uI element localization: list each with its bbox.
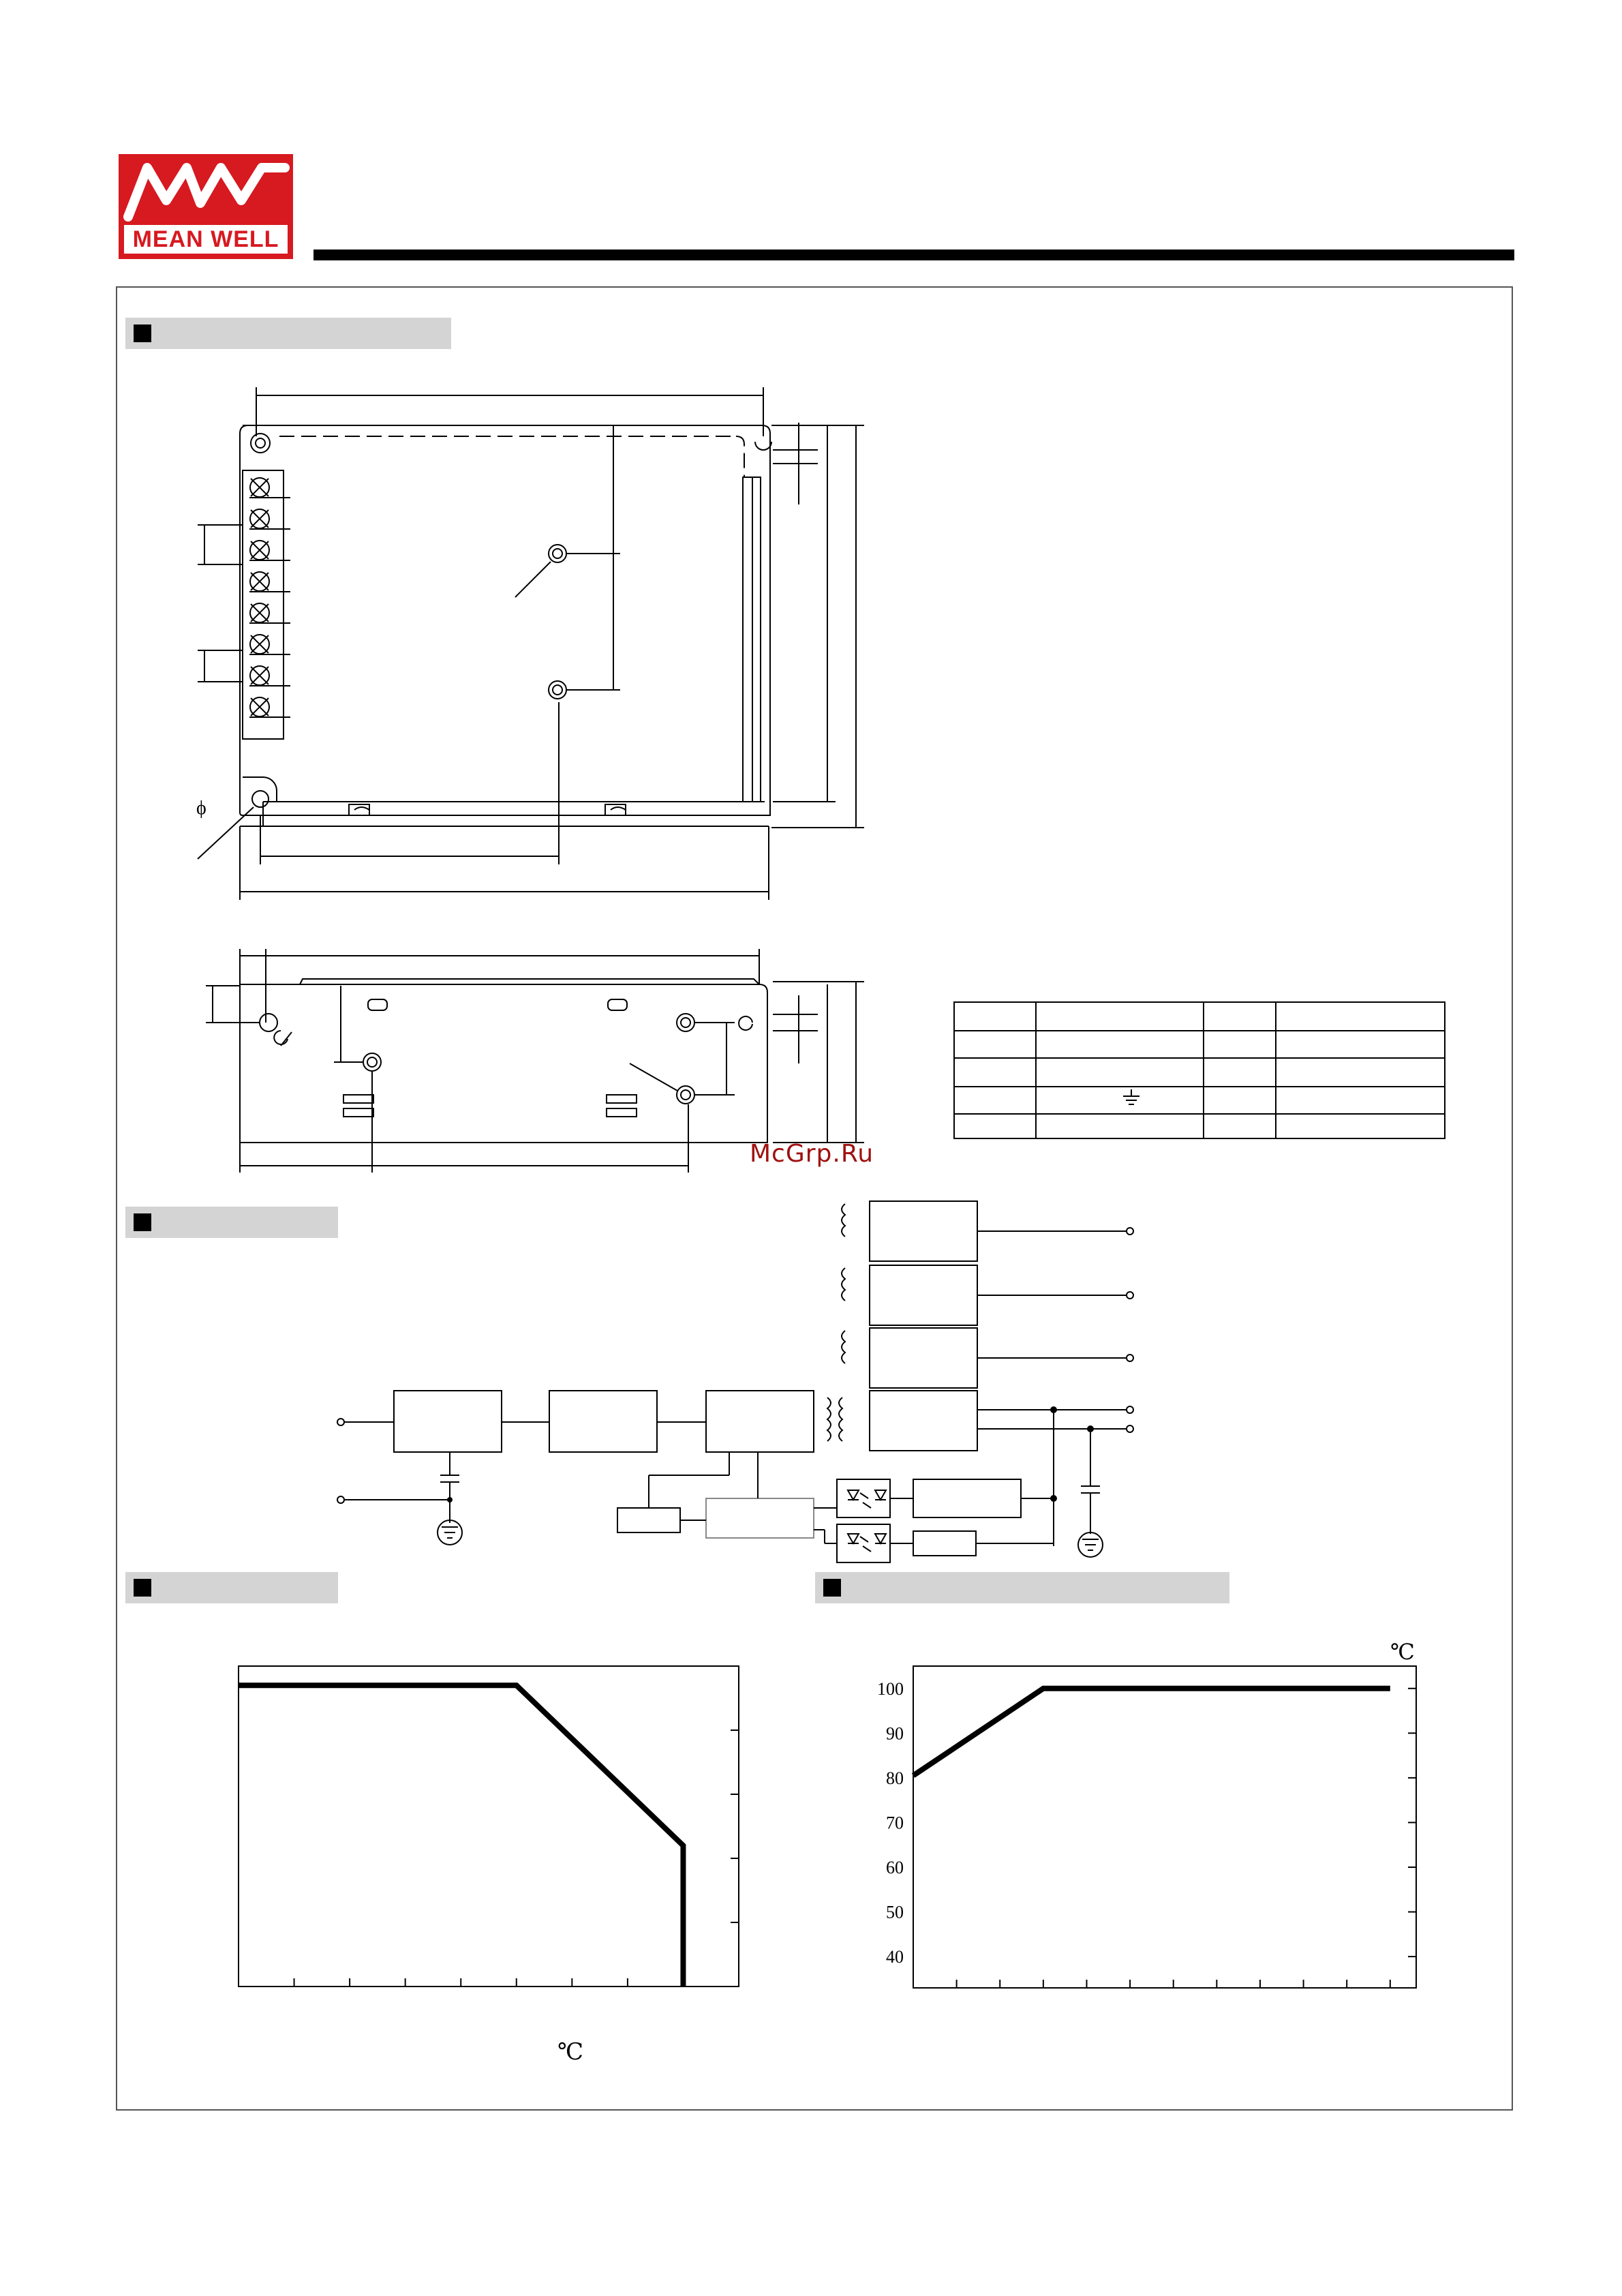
ground-icon <box>1078 1532 1103 1557</box>
optocoupler-icon <box>837 1479 890 1562</box>
y-tick-label: 60 <box>886 1858 904 1877</box>
earth-icon <box>438 1520 462 1545</box>
block-output-4 <box>870 1391 977 1451</box>
derating-curve <box>239 1685 683 1987</box>
efficiency-curve <box>913 1689 1390 1776</box>
y-tick-label: 100 <box>877 1678 904 1699</box>
ground-icon <box>1123 1089 1139 1104</box>
derating-temp-unit: ℃ <box>557 2038 584 2066</box>
block-ovp <box>913 1531 976 1556</box>
block-rectifier <box>549 1391 657 1452</box>
block-output-3 <box>870 1328 977 1388</box>
y-tick-label: 40 <box>886 1947 904 1967</box>
top-view-drawing <box>196 387 864 900</box>
efficiency-temp-unit: ℃ <box>1390 1639 1415 1665</box>
watermark-text: McGrp.Ru <box>750 1140 874 1168</box>
efficiency-chart-frame <box>913 1666 1416 1988</box>
derating-chart <box>237 1665 741 1992</box>
brand-name: MEAN WELL <box>124 225 288 254</box>
y-tick-label: 80 <box>886 1768 904 1788</box>
y-tick-label: 90 <box>886 1723 904 1744</box>
block-control-circuit <box>706 1498 814 1538</box>
block-output-1 <box>870 1201 977 1261</box>
phi-symbol: ϕ <box>196 798 206 819</box>
block-detection-circuit <box>913 1479 1021 1517</box>
block-input-filter <box>394 1391 502 1452</box>
pin-assignment-table <box>954 1002 1445 1138</box>
block-diagram <box>337 1201 1133 1562</box>
y-tick-label: 50 <box>886 1902 904 1922</box>
block-olp <box>617 1508 680 1532</box>
block-output-2 <box>870 1265 977 1325</box>
y-tick-label: 70 <box>886 1813 904 1833</box>
side-view-drawing <box>206 949 864 1173</box>
block-power-switching <box>706 1391 814 1452</box>
transformer-icon <box>827 1204 845 1441</box>
efficiency-chart <box>859 1636 1431 2004</box>
